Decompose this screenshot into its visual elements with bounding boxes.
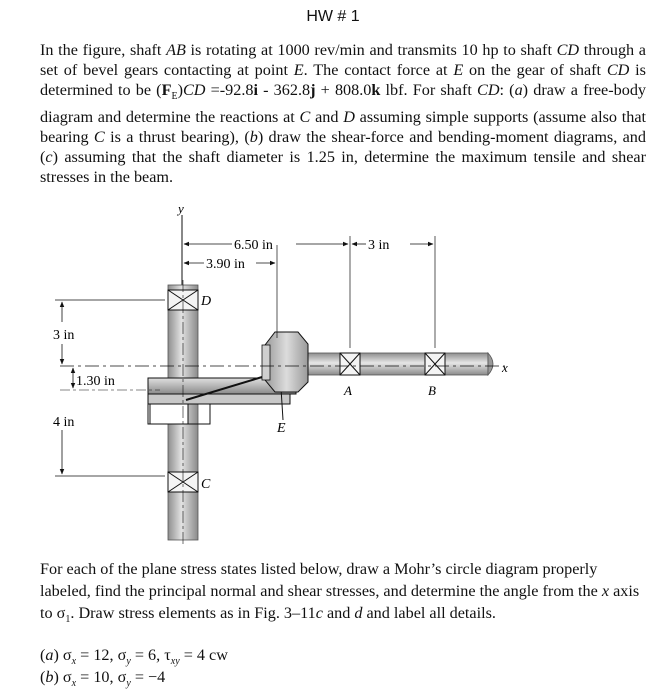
dim-130-label: 1.30 in <box>76 374 115 389</box>
problem-2-statement: For each of the plane stress states listed below, draw a Mohr’s circle diagram properly labeled, find the principal normal and shear stresses, and determine the angle from the x axis to $\sigma_1$. Draw stress elements as in Fig. 3–11c and d and label all details. <box>40 560 640 626</box>
label-e: E <box>277 421 286 436</box>
shaft-ab <box>300 353 488 375</box>
dim-4in-label: 4 in <box>53 415 75 430</box>
label-d: D <box>201 294 212 309</box>
dim-650-label: 6.50 in <box>234 238 273 253</box>
label-a: A <box>344 383 352 398</box>
stress-case-a: (a) $\sigma_x = 12$, $\sigma_y = 6$, $\tau_{xy} = 4$ cw <box>40 646 228 668</box>
problem-1-statement: In the figure, shaft AB is rotating at 1000 rev/min and transmits 10 hp to shaft CD through a set of bevel gears contacting at point E. The contact force at E on the gear of shaft CD is determined to be $(F_E)CD =-92.8i - 362.8j + 808.0k$ lbf. For shaft CD: (a) draw a free-body diagram and determine the reactions at C and D assuming simple supports (assume also that bearing C is a thrust bearing), (b) draw the shear-force and bending-moment diagrams, and (c) assuming that the shaft diameter is 1.25 in, determine the maximum tensile and shear stresses in the beam. <box>40 41 647 187</box>
x-axis-label: x <box>502 360 508 375</box>
page-title: HW # 1 <box>306 8 360 25</box>
gear-ab <box>265 332 308 392</box>
label-c: C <box>201 477 211 492</box>
dim-390-label: 3.90 in <box>206 257 245 272</box>
y-axis-label: y <box>178 201 184 216</box>
stress-case-b: (b) $\sigma_x = 10$, $\sigma_y = -4$ <box>40 668 166 690</box>
dim-3in-left-label: 3 in <box>53 328 75 343</box>
label-b: B <box>428 383 436 398</box>
dim-3in-top-label: 3 in <box>368 238 390 253</box>
